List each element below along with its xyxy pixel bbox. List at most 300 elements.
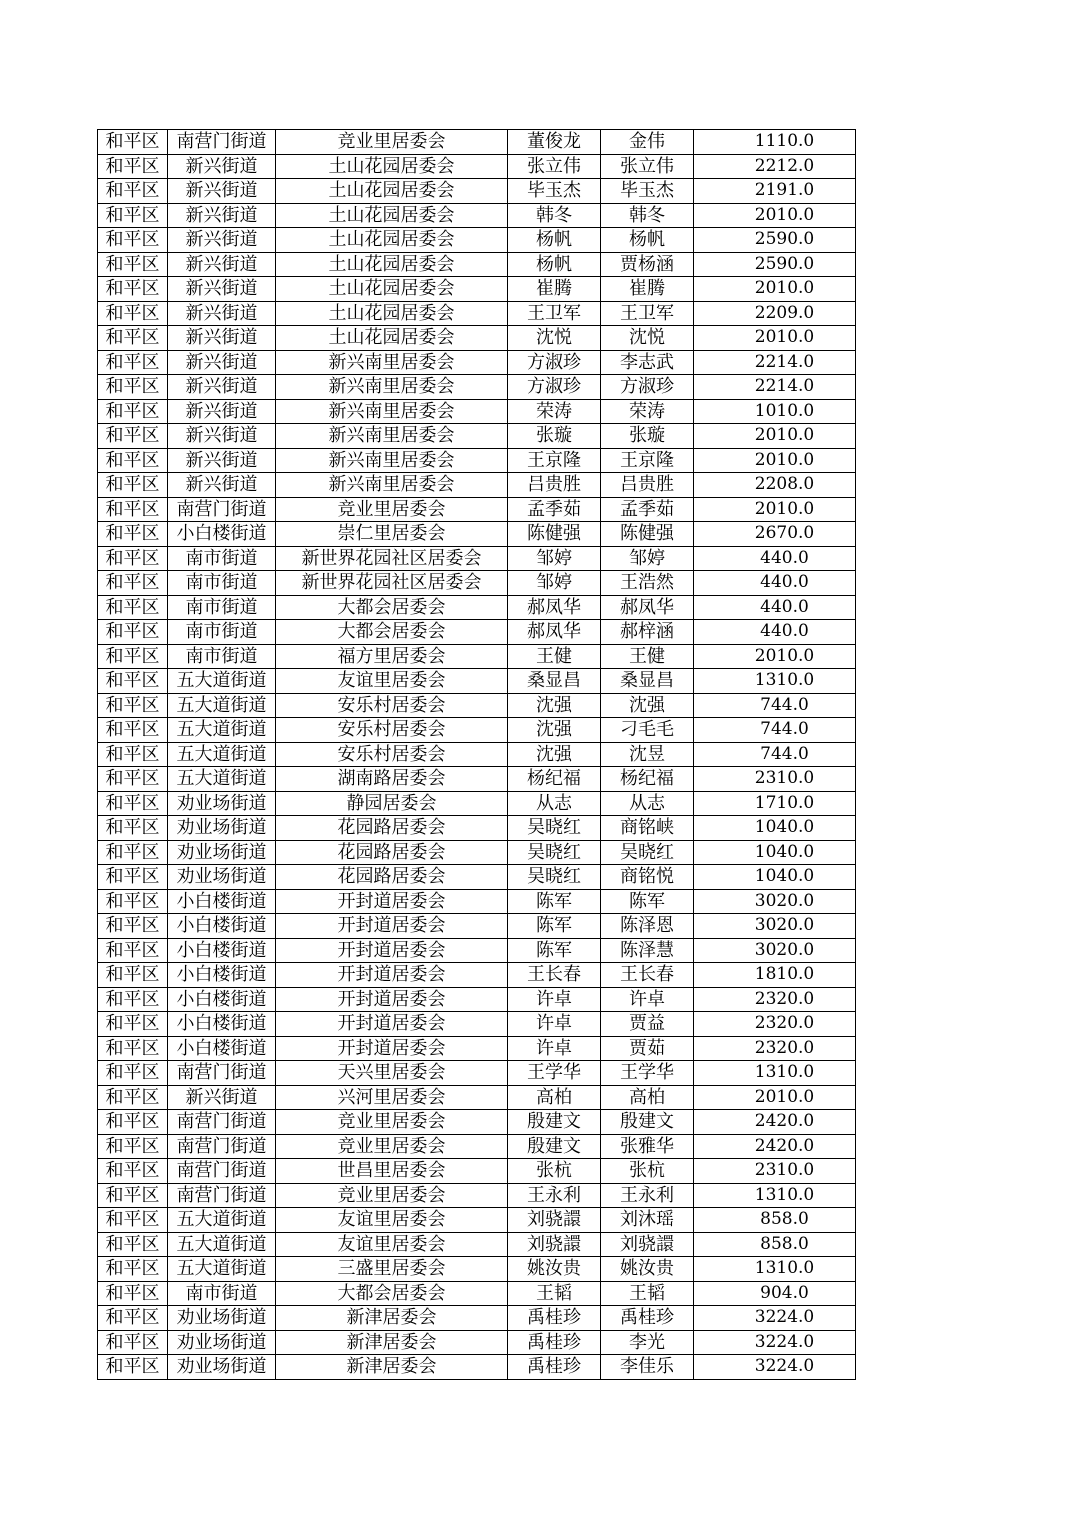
applicant-cell: 沈强	[508, 693, 601, 718]
amount-cell: 744.0	[694, 718, 856, 743]
street-cell: 小白楼街道	[168, 938, 276, 963]
amount-cell: 3224.0	[694, 1355, 856, 1380]
district-cell: 和平区	[98, 203, 168, 228]
applicant-cell: 桑显昌	[508, 669, 601, 694]
applicant-cell: 杨纪福	[508, 767, 601, 792]
amount-cell: 1310.0	[694, 1183, 856, 1208]
committee-cell: 开封道居委会	[276, 987, 508, 1012]
amount-cell: 2010.0	[694, 326, 856, 351]
district-cell: 和平区	[98, 669, 168, 694]
committee-cell: 大都会居委会	[276, 595, 508, 620]
street-cell: 南营门街道	[168, 130, 276, 155]
table-row	[98, 742, 856, 767]
district-cell: 和平区	[98, 1036, 168, 1061]
applicant-cell: 许卓	[508, 1012, 601, 1037]
street-cell: 南营门街道	[168, 1183, 276, 1208]
amount-cell: 744.0	[694, 742, 856, 767]
table-row	[98, 375, 856, 400]
member-cell: 郝梓涵	[601, 620, 694, 645]
member-cell: 刘沐瑶	[601, 1208, 694, 1233]
street-cell: 南市街道	[168, 546, 276, 571]
table-row	[98, 816, 856, 841]
street-cell: 五大道街道	[168, 1208, 276, 1233]
member-cell: 王京隆	[601, 448, 694, 473]
district-cell: 和平区	[98, 693, 168, 718]
street-cell: 南市街道	[168, 571, 276, 596]
street-cell: 新兴街道	[168, 301, 276, 326]
street-cell: 新兴街道	[168, 179, 276, 204]
amount-cell: 2670.0	[694, 522, 856, 547]
committee-cell: 竞业里居委会	[276, 130, 508, 155]
street-cell: 新兴街道	[168, 277, 276, 302]
table-row	[98, 1036, 856, 1061]
applicant-cell: 陈军	[508, 914, 601, 939]
amount-cell: 2214.0	[694, 375, 856, 400]
amount-cell: 1040.0	[694, 840, 856, 865]
applicant-cell: 崔腾	[508, 277, 601, 302]
street-cell: 五大道街道	[168, 718, 276, 743]
member-cell: 高柏	[601, 1085, 694, 1110]
district-cell: 和平区	[98, 963, 168, 988]
member-cell: 殷建文	[601, 1110, 694, 1135]
member-cell: 邹婷	[601, 546, 694, 571]
applicant-cell: 殷建文	[508, 1110, 601, 1135]
district-cell: 和平区	[98, 742, 168, 767]
table-row	[98, 497, 856, 522]
table-row	[98, 179, 856, 204]
member-cell: 贾杨涵	[601, 252, 694, 277]
district-cell: 和平区	[98, 424, 168, 449]
applicant-cell: 邹婷	[508, 571, 601, 596]
street-cell: 新兴街道	[168, 448, 276, 473]
member-cell: 王浩然	[601, 571, 694, 596]
table-row	[98, 620, 856, 645]
table-row	[98, 914, 856, 939]
amount-cell: 2010.0	[694, 203, 856, 228]
amount-cell: 2010.0	[694, 497, 856, 522]
table-row	[98, 1232, 856, 1257]
member-cell: 禹桂珍	[601, 1306, 694, 1331]
table-row	[98, 399, 856, 424]
street-cell: 劝业场街道	[168, 1330, 276, 1355]
member-cell: 王健	[601, 644, 694, 669]
street-cell: 南营门街道	[168, 1061, 276, 1086]
committee-cell: 土山花园居委会	[276, 301, 508, 326]
committee-cell: 土山花园居委会	[276, 252, 508, 277]
committee-cell: 土山花园居委会	[276, 277, 508, 302]
member-cell: 刁毛毛	[601, 718, 694, 743]
table-row	[98, 154, 856, 179]
applicant-cell: 吴晓红	[508, 840, 601, 865]
table-row	[98, 326, 856, 351]
amount-cell: 1110.0	[694, 130, 856, 155]
member-cell: 陈健强	[601, 522, 694, 547]
member-cell: 陈泽恩	[601, 914, 694, 939]
street-cell: 新兴街道	[168, 399, 276, 424]
committee-cell: 新兴南里居委会	[276, 424, 508, 449]
member-cell: 郝凤华	[601, 595, 694, 620]
amount-cell: 2320.0	[694, 1012, 856, 1037]
street-cell: 小白楼街道	[168, 1036, 276, 1061]
applicant-cell: 王永利	[508, 1183, 601, 1208]
table-row	[98, 277, 856, 302]
amount-cell: 440.0	[694, 620, 856, 645]
member-cell: 王永利	[601, 1183, 694, 1208]
table-row	[98, 130, 856, 155]
amount-cell: 2310.0	[694, 1159, 856, 1184]
table-row	[98, 448, 856, 473]
amount-cell: 1310.0	[694, 669, 856, 694]
street-cell: 新兴街道	[168, 228, 276, 253]
amount-cell: 2590.0	[694, 252, 856, 277]
district-cell: 和平区	[98, 644, 168, 669]
member-cell: 张雅华	[601, 1134, 694, 1159]
table-row	[98, 546, 856, 571]
data-table	[97, 129, 856, 1380]
amount-cell: 2010.0	[694, 277, 856, 302]
applicant-cell: 邹婷	[508, 546, 601, 571]
applicant-cell: 禹桂珍	[508, 1306, 601, 1331]
applicant-cell: 郝凤华	[508, 620, 601, 645]
district-cell: 和平区	[98, 1257, 168, 1282]
table-row	[98, 228, 856, 253]
committee-cell: 安乐村居委会	[276, 742, 508, 767]
committee-cell: 新兴南里居委会	[276, 448, 508, 473]
street-cell: 新兴街道	[168, 326, 276, 351]
member-cell: 贾益	[601, 1012, 694, 1037]
table-row	[98, 669, 856, 694]
member-cell: 沈强	[601, 693, 694, 718]
street-cell: 小白楼街道	[168, 889, 276, 914]
street-cell: 五大道街道	[168, 1257, 276, 1282]
district-cell: 和平区	[98, 1330, 168, 1355]
member-cell: 刘骁譞	[601, 1232, 694, 1257]
applicant-cell: 王韬	[508, 1281, 601, 1306]
committee-cell: 花园路居委会	[276, 840, 508, 865]
committee-cell: 开封道居委会	[276, 963, 508, 988]
member-cell: 李佳乐	[601, 1355, 694, 1380]
district-cell: 和平区	[98, 1355, 168, 1380]
member-cell: 荣涛	[601, 399, 694, 424]
committee-cell: 新津居委会	[276, 1355, 508, 1380]
street-cell: 劝业场街道	[168, 1306, 276, 1331]
committee-cell: 友谊里居委会	[276, 669, 508, 694]
applicant-cell: 殷建文	[508, 1134, 601, 1159]
amount-cell: 2010.0	[694, 424, 856, 449]
committee-cell: 新津居委会	[276, 1306, 508, 1331]
district-cell: 和平区	[98, 1061, 168, 1086]
district-cell: 和平区	[98, 448, 168, 473]
applicant-cell: 韩冬	[508, 203, 601, 228]
district-cell: 和平区	[98, 1012, 168, 1037]
district-cell: 和平区	[98, 350, 168, 375]
district-cell: 和平区	[98, 620, 168, 645]
street-cell: 南市街道	[168, 1281, 276, 1306]
committee-cell: 开封道居委会	[276, 914, 508, 939]
table-row	[98, 1110, 856, 1135]
amount-cell: 1040.0	[694, 816, 856, 841]
table-row	[98, 350, 856, 375]
district-cell: 和平区	[98, 595, 168, 620]
district-cell: 和平区	[98, 1085, 168, 1110]
applicant-cell: 张璇	[508, 424, 601, 449]
table-row	[98, 301, 856, 326]
applicant-cell: 刘骁譞	[508, 1208, 601, 1233]
table-row	[98, 473, 856, 498]
street-cell: 南市街道	[168, 620, 276, 645]
member-cell: 沈悦	[601, 326, 694, 351]
district-cell: 和平区	[98, 987, 168, 1012]
table-row	[98, 1330, 856, 1355]
street-cell: 劝业场街道	[168, 865, 276, 890]
committee-cell: 大都会居委会	[276, 620, 508, 645]
table-row	[98, 840, 856, 865]
table-row	[98, 1183, 856, 1208]
committee-cell: 福方里居委会	[276, 644, 508, 669]
member-cell: 商铭峡	[601, 816, 694, 841]
district-cell: 和平区	[98, 1159, 168, 1184]
district-cell: 和平区	[98, 718, 168, 743]
committee-cell: 竞业里居委会	[276, 1183, 508, 1208]
street-cell: 新兴街道	[168, 203, 276, 228]
amount-cell: 3020.0	[694, 938, 856, 963]
member-cell: 王长春	[601, 963, 694, 988]
amount-cell: 2191.0	[694, 179, 856, 204]
amount-cell: 2010.0	[694, 1085, 856, 1110]
street-cell: 五大道街道	[168, 669, 276, 694]
applicant-cell: 方淑珍	[508, 350, 601, 375]
table-row	[98, 865, 856, 890]
member-cell: 金伟	[601, 130, 694, 155]
member-cell: 杨帆	[601, 228, 694, 253]
table-row	[98, 1134, 856, 1159]
table-row	[98, 522, 856, 547]
member-cell: 李志武	[601, 350, 694, 375]
table-row	[98, 1159, 856, 1184]
street-cell: 劝业场街道	[168, 840, 276, 865]
applicant-cell: 郝凤华	[508, 595, 601, 620]
district-cell: 和平区	[98, 228, 168, 253]
district-cell: 和平区	[98, 154, 168, 179]
committee-cell: 土山花园居委会	[276, 203, 508, 228]
applicant-cell: 沈悦	[508, 326, 601, 351]
street-cell: 新兴街道	[168, 473, 276, 498]
committee-cell: 竞业里居委会	[276, 1110, 508, 1135]
table-row	[98, 644, 856, 669]
table-row	[98, 1355, 856, 1380]
committee-cell: 土山花园居委会	[276, 326, 508, 351]
table-row	[98, 1012, 856, 1037]
amount-cell: 440.0	[694, 546, 856, 571]
amount-cell: 2420.0	[694, 1110, 856, 1135]
committee-cell: 开封道居委会	[276, 938, 508, 963]
applicant-cell: 王健	[508, 644, 601, 669]
table-row	[98, 963, 856, 988]
street-cell: 五大道街道	[168, 1232, 276, 1257]
amount-cell: 1040.0	[694, 865, 856, 890]
street-cell: 劝业场街道	[168, 791, 276, 816]
committee-cell: 土山花园居委会	[276, 228, 508, 253]
applicant-cell: 董俊龙	[508, 130, 601, 155]
district-cell: 和平区	[98, 497, 168, 522]
district-cell: 和平区	[98, 375, 168, 400]
street-cell: 小白楼街道	[168, 1012, 276, 1037]
table-row	[98, 889, 856, 914]
street-cell: 小白楼街道	[168, 987, 276, 1012]
committee-cell: 新兴南里居委会	[276, 375, 508, 400]
street-cell: 南市街道	[168, 644, 276, 669]
district-cell: 和平区	[98, 889, 168, 914]
district-cell: 和平区	[98, 326, 168, 351]
applicant-cell: 沈强	[508, 718, 601, 743]
district-cell: 和平区	[98, 1306, 168, 1331]
street-cell: 新兴街道	[168, 375, 276, 400]
member-cell: 贾茹	[601, 1036, 694, 1061]
committee-cell: 竞业里居委会	[276, 1134, 508, 1159]
member-cell: 从志	[601, 791, 694, 816]
member-cell: 姚汝贵	[601, 1257, 694, 1282]
street-cell: 五大道街道	[168, 742, 276, 767]
committee-cell: 三盛里居委会	[276, 1257, 508, 1282]
committee-cell: 友谊里居委会	[276, 1232, 508, 1257]
applicant-cell: 毕玉杰	[508, 179, 601, 204]
applicant-cell: 张立伟	[508, 154, 601, 179]
street-cell: 南营门街道	[168, 1159, 276, 1184]
district-cell: 和平区	[98, 399, 168, 424]
table-row	[98, 571, 856, 596]
amount-cell: 440.0	[694, 571, 856, 596]
committee-cell: 安乐村居委会	[276, 718, 508, 743]
amount-cell: 904.0	[694, 1281, 856, 1306]
member-cell: 韩冬	[601, 203, 694, 228]
member-cell: 毕玉杰	[601, 179, 694, 204]
member-cell: 王卫军	[601, 301, 694, 326]
district-cell: 和平区	[98, 277, 168, 302]
applicant-cell: 王卫军	[508, 301, 601, 326]
table-row	[98, 595, 856, 620]
member-cell: 陈泽慧	[601, 938, 694, 963]
street-cell: 劝业场街道	[168, 1355, 276, 1380]
committee-cell: 开封道居委会	[276, 1036, 508, 1061]
district-cell: 和平区	[98, 571, 168, 596]
district-cell: 和平区	[98, 252, 168, 277]
committee-cell: 土山花园居委会	[276, 154, 508, 179]
committee-cell: 天兴里居委会	[276, 1061, 508, 1086]
committee-cell: 土山花园居委会	[276, 179, 508, 204]
table-row	[98, 1281, 856, 1306]
table-row	[98, 1306, 856, 1331]
applicant-cell: 方淑珍	[508, 375, 601, 400]
committee-cell: 世昌里居委会	[276, 1159, 508, 1184]
committee-cell: 新世界花园社区居委会	[276, 571, 508, 596]
street-cell: 五大道街道	[168, 767, 276, 792]
amount-cell: 744.0	[694, 693, 856, 718]
committee-cell: 花园路居委会	[276, 816, 508, 841]
applicant-cell: 吴晓红	[508, 816, 601, 841]
table-row	[98, 767, 856, 792]
amount-cell: 2310.0	[694, 767, 856, 792]
member-cell: 张立伟	[601, 154, 694, 179]
applicant-cell: 杨帆	[508, 252, 601, 277]
district-cell: 和平区	[98, 522, 168, 547]
street-cell: 南市街道	[168, 595, 276, 620]
table-row	[98, 252, 856, 277]
table-row	[98, 791, 856, 816]
street-cell: 新兴街道	[168, 252, 276, 277]
member-cell: 李光	[601, 1330, 694, 1355]
member-cell: 桑显昌	[601, 669, 694, 694]
applicant-cell: 禹桂珍	[508, 1355, 601, 1380]
applicant-cell: 禹桂珍	[508, 1330, 601, 1355]
district-cell: 和平区	[98, 1134, 168, 1159]
street-cell: 南营门街道	[168, 1134, 276, 1159]
district-cell: 和平区	[98, 816, 168, 841]
district-cell: 和平区	[98, 546, 168, 571]
committee-cell: 大都会居委会	[276, 1281, 508, 1306]
applicant-cell: 吕贵胜	[508, 473, 601, 498]
applicant-cell: 姚汝贵	[508, 1257, 601, 1282]
amount-cell: 2320.0	[694, 987, 856, 1012]
district-cell: 和平区	[98, 840, 168, 865]
committee-cell: 崇仁里居委会	[276, 522, 508, 547]
applicant-cell: 从志	[508, 791, 601, 816]
member-cell: 沈昱	[601, 742, 694, 767]
district-cell: 和平区	[98, 179, 168, 204]
amount-cell: 3020.0	[694, 889, 856, 914]
table-row	[98, 718, 856, 743]
member-cell: 张杭	[601, 1159, 694, 1184]
street-cell: 五大道街道	[168, 693, 276, 718]
district-cell: 和平区	[98, 914, 168, 939]
amount-cell: 2208.0	[694, 473, 856, 498]
member-cell: 方淑珍	[601, 375, 694, 400]
amount-cell: 440.0	[694, 595, 856, 620]
district-cell: 和平区	[98, 938, 168, 963]
member-cell: 商铭悦	[601, 865, 694, 890]
street-cell: 新兴街道	[168, 1085, 276, 1110]
applicant-cell: 沈强	[508, 742, 601, 767]
amount-cell: 858.0	[694, 1208, 856, 1233]
committee-cell: 湖南路居委会	[276, 767, 508, 792]
member-cell: 王韬	[601, 1281, 694, 1306]
committee-cell: 安乐村居委会	[276, 693, 508, 718]
amount-cell: 2320.0	[694, 1036, 856, 1061]
street-cell: 小白楼街道	[168, 963, 276, 988]
amount-cell: 2420.0	[694, 1134, 856, 1159]
member-cell: 王学华	[601, 1061, 694, 1086]
district-cell: 和平区	[98, 301, 168, 326]
applicant-cell: 荣涛	[508, 399, 601, 424]
member-cell: 杨纪福	[601, 767, 694, 792]
applicant-cell: 王学华	[508, 1061, 601, 1086]
committee-cell: 新兴南里居委会	[276, 350, 508, 375]
district-cell: 和平区	[98, 473, 168, 498]
amount-cell: 858.0	[694, 1232, 856, 1257]
district-cell: 和平区	[98, 1183, 168, 1208]
amount-cell: 2212.0	[694, 154, 856, 179]
member-cell: 孟季茹	[601, 497, 694, 522]
applicant-cell: 陈健强	[508, 522, 601, 547]
table-row	[98, 1061, 856, 1086]
district-cell: 和平区	[98, 865, 168, 890]
amount-cell: 1010.0	[694, 399, 856, 424]
member-cell: 陈军	[601, 889, 694, 914]
member-cell: 崔腾	[601, 277, 694, 302]
applicant-cell: 王长春	[508, 963, 601, 988]
street-cell: 新兴街道	[168, 350, 276, 375]
street-cell: 南营门街道	[168, 497, 276, 522]
table-body	[98, 130, 856, 1380]
